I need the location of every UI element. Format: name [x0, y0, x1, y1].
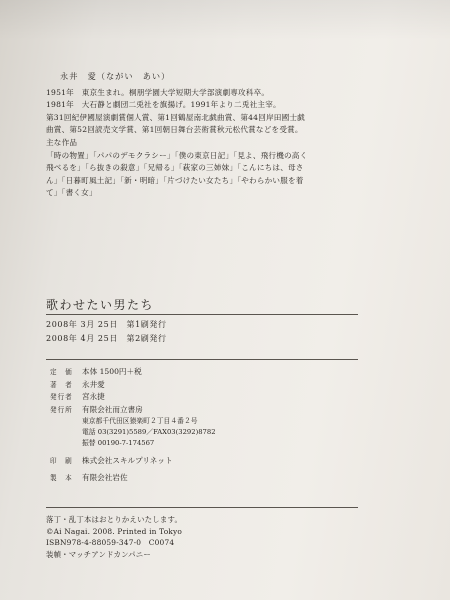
- bio-line: 1951年 東京生まれ。桐朋学園大学短期大学部演劇専攻科卒。: [46, 87, 270, 97]
- price-row: [50, 366, 370, 379]
- colophon-rule: [46, 507, 358, 508]
- publisher-phone: 電話 03(3291)5589／FAX03(3292)8782: [82, 428, 216, 437]
- publisher-contact: [82, 416, 370, 449]
- issuer-row: [50, 391, 370, 404]
- printer-row: [50, 455, 370, 468]
- price-label: 定 価: [50, 368, 73, 376]
- bio-line: 主な作品: [46, 137, 78, 147]
- bio-line: て」「書く女」: [46, 188, 97, 198]
- bio-line: 飛べるを」「ら抜きの殺意」「兄帰る」「萩家の三姉妹」「こんにちは、母さ: [46, 163, 304, 173]
- edition-line-2: 2008年 4月 25日 第2刷発行: [46, 334, 167, 343]
- publisher-value: 有限会社而立書房: [82, 404, 143, 414]
- author-bio-lines: [46, 87, 376, 200]
- bio-line: 第31回紀伊國屋演劇賞個人賞、第1回鶴屋南北戯曲賞、第44回岸田國士戯: [46, 112, 305, 122]
- issuer-value: 宮永捷: [82, 392, 105, 402]
- author-name: 永井 愛（ながい あい）: [60, 71, 171, 81]
- copyright-line: ©Ai Nagai. 2008. Printed in Tokyo: [46, 526, 183, 536]
- binder-label: 製 本: [50, 473, 73, 482]
- bio-line: ん」「日暮町風土記」「新・明暗」「片づけたい女たち」「やわらかい服を着: [46, 175, 304, 185]
- isbn-line: ISBN978-4-88059-347-0 C0074: [46, 538, 175, 548]
- edition-history: [46, 318, 167, 346]
- bleed-through-text: [322, 238, 348, 253]
- book-title: 歌わせたい男たち: [46, 298, 155, 312]
- design-credit: 装幀・マッチアンドカンパニー: [46, 549, 151, 559]
- publisher-address: 東京都千代田区猿楽町２丁目４番２号: [82, 417, 198, 426]
- publisher-transfer: 振替 00190-7-174567: [82, 439, 155, 448]
- edition-line-1: 2008年 3月 25日 第1刷発行: [46, 320, 167, 329]
- publisher-row: [50, 404, 370, 417]
- author-value: 永井愛: [82, 379, 105, 389]
- binder-row: [50, 472, 370, 485]
- publisher-label: 発行所: [50, 405, 73, 414]
- editions-rule: [46, 359, 358, 360]
- printer-label: 印 刷: [50, 457, 73, 466]
- title-rule: [46, 314, 358, 315]
- author-bio: [46, 70, 376, 200]
- colophon-table: [50, 366, 370, 485]
- author-row: [50, 379, 370, 392]
- notes: [46, 514, 182, 560]
- bio-line: 曲賞、第52回読売文学賞、第1回朝日舞台芸術賞秋元松代賞などを受賞。: [46, 125, 303, 135]
- price-value: 本体 1500円＋税: [82, 367, 142, 376]
- issuer-label: 発行者: [50, 393, 73, 402]
- page-shadow: [0, 0, 450, 40]
- binder-value: 有限会社岩佐: [82, 472, 128, 482]
- replacement-note: 落丁・乱丁本はおとりかえいたします。: [46, 515, 183, 524]
- author-label: 著 者: [50, 380, 73, 389]
- bio-line: 「時の物置」「パパのデモクラシー」「僕の東京日記」「見よ、飛行機の高く: [46, 150, 308, 160]
- printer-value: 株式会社スキルプリネット: [82, 456, 173, 466]
- bio-line: 1981年 大石静と劇団二兎社を旗揚げ。1991年より二兎社主宰。: [46, 100, 281, 110]
